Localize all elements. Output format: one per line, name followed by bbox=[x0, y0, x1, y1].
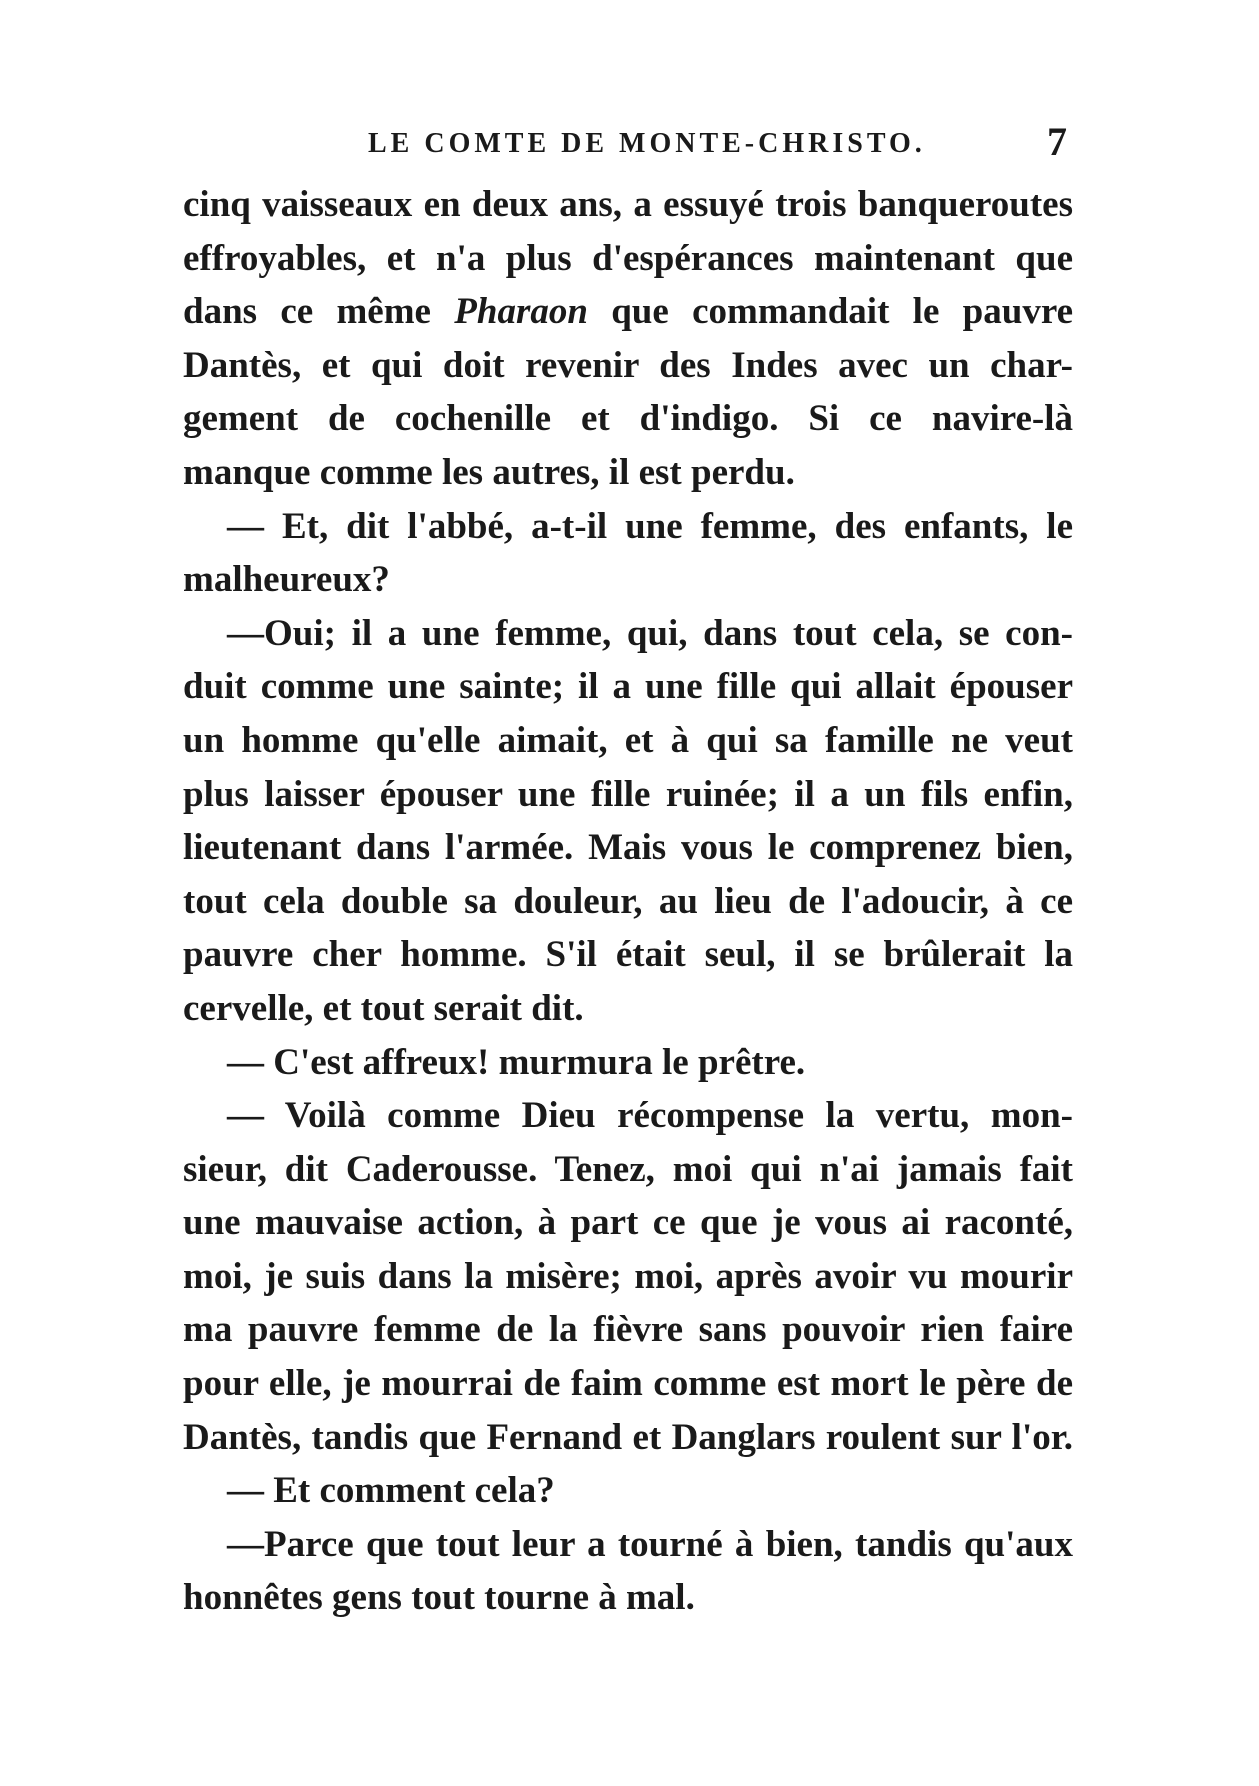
running-title: LE COMTE DE MONTE-CHRISTO. bbox=[368, 128, 926, 159]
text-line-26: —Parce que tout leur a tourné à bien, tandis qu'aux bbox=[227, 1523, 1073, 1565]
text-line-17: — C'est affreux! murmura le prêtre. bbox=[227, 1041, 806, 1083]
text-line-9: —Oui; il a une femme, qui, dans tout cela, se con- bbox=[227, 612, 1073, 654]
text-line-10: duit comme une sainte; il a une fille qui allait épouser bbox=[183, 666, 1073, 708]
text-line-21: moi, je suis dans la misère; moi, après avoir vu mourir bbox=[183, 1255, 1073, 1297]
text-line-15: pauvre cher homme. S'il était seul, il se brûlerait la bbox=[183, 934, 1073, 976]
text-line-3 bbox=[183, 285, 1073, 339]
text-line-3-end: que commandait le pauvre bbox=[587, 291, 1074, 333]
text-line-19: sieur, dit Caderousse. Tenez, moi qui n'ai jamais fait bbox=[183, 1148, 1073, 1190]
text-line-4: Dantès, et qui doit revenir des Indes avec un char- bbox=[183, 344, 1073, 386]
text-line-18: — Voilà comme Dieu récompense la vertu, mon- bbox=[227, 1095, 1073, 1137]
text-line-7: — Et, dit l'abbé, a-t-il une femme, des enfants, le bbox=[227, 505, 1073, 547]
text-line-20: une mauvaise action, à part ce que je vous ai raconté, bbox=[183, 1202, 1073, 1244]
text-line-2: effroyables, et n'a plus d'espérances maintenant que bbox=[183, 237, 1073, 279]
text-line-12: plus laisser épouser une fille ruinée; il a un fils enfin, bbox=[183, 773, 1073, 815]
text-line-11: un homme qu'elle aimait, et à qui sa famille ne veut bbox=[183, 719, 1073, 761]
text-line-8: malheureux? bbox=[183, 559, 390, 601]
text-line-1: cinq vaisseaux en deux ans, a essuyé trois banqueroutes bbox=[183, 184, 1073, 225]
text-line-16: cervelle, et tout serait dit. bbox=[183, 987, 584, 1029]
text-line-5: gement de cochenille et d'indigo. Si ce navire-là bbox=[183, 398, 1073, 440]
text-line-22: ma pauvre femme de la fièvre sans pouvoir rien faire bbox=[183, 1309, 1073, 1351]
ship-name-pharaon: Pharaon bbox=[454, 291, 588, 333]
text-line-23: pour elle, je mourrai de faim comme est mort le père de bbox=[183, 1363, 1073, 1405]
text-line-13: lieutenant dans l'armée. Mais vous le comprenez bien, bbox=[183, 827, 1073, 869]
text-line-25: — Et comment cela? bbox=[227, 1470, 555, 1512]
text-line-6: manque comme les autres, il est perdu. bbox=[183, 451, 795, 493]
text-line-14: tout cela double sa douleur, au lieu de l'adoucir, à ce bbox=[183, 880, 1073, 922]
body-text bbox=[183, 178, 1073, 1625]
text-line-24: Dantès, tandis que Fernand et Danglars roulent sur l'or. bbox=[183, 1416, 1073, 1458]
running-head bbox=[0, 118, 1259, 178]
text-line-3-start: dans ce même bbox=[183, 291, 455, 333]
text-line-27: honnêtes gens tout tourne à mal. bbox=[183, 1577, 695, 1619]
page-number: 7 bbox=[1047, 119, 1067, 164]
